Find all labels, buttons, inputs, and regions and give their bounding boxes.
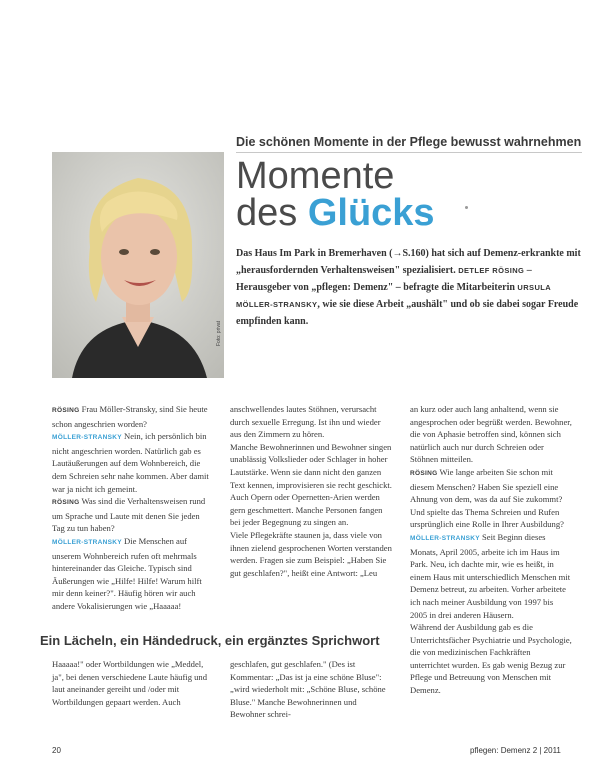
text-column-2-continued bbox=[230, 658, 392, 721]
speaker-label: RÖSING bbox=[52, 499, 80, 507]
question-paragraph bbox=[410, 466, 572, 531]
portrait-photo bbox=[52, 152, 224, 378]
article-kicker: Die schönen Momente in der Pflege bewusst wahrnehmen bbox=[236, 135, 582, 149]
text-column-1 bbox=[52, 403, 214, 613]
photo-credit: Foto: privat bbox=[216, 320, 222, 346]
answer-paragraph bbox=[410, 531, 572, 621]
article-intro bbox=[236, 245, 586, 330]
article-title-line1: Momente bbox=[236, 155, 395, 197]
speaker-label: RÖSING bbox=[410, 469, 438, 477]
answer-paragraph bbox=[52, 430, 214, 495]
body-paragraph: Viele Pflegekräfte staunen ja, dass viele von ihnen zielend gesprochenen Worten verstanden werden. Fragen sie zum Beispiel: „Haben Sie gut geschlafen?", heißt eine Antwort: „Leu bbox=[230, 529, 392, 578]
question-text: Wie lange arbeiten Sie schon mit diesem Menschen? Haben Sie speziell eine Ahnung von dem, was da auf Sie zukommt? Und spielte das Thema Schreien und Rufen ursprünglich eine Rolle in Ihrer Ausbildung? bbox=[410, 466, 564, 530]
speaker-label: RÖSING bbox=[52, 407, 80, 414]
intro-part1: Das Haus Im Park in Bremerhaven (→S.160) hat sich auf Demenz-erkrankte mit „herausfordernden Verhaltensweisen" spezialisiert. bbox=[236, 248, 581, 276]
speaker-label: MÖLLER-STRANSKY bbox=[52, 434, 122, 442]
answer-paragraph bbox=[52, 535, 214, 613]
question-paragraph bbox=[52, 403, 214, 430]
body-paragraph: anschwellendes lautes Stöhnen, verursacht durch sexuelle Erregung. Ist ihn und wieder aus den Zimmern zu hören. bbox=[230, 404, 381, 440]
intro-author-name: DETLEF RÖSING bbox=[458, 266, 525, 275]
title-plain: des bbox=[236, 192, 308, 234]
publication-footer: pflegen: Demenz 2 | 2011 bbox=[470, 746, 561, 755]
answer-text: Die Menschen auf unserem Wohnbereich rufen oft mehrmals hintereinander das Gleiche. Typisch sind Äußerungen wie „Hilfe! Hilfe! Warum hilft mir denn keiner?". Häufig hören wir auch andere Vokalisierungen wie „Haaaaa! bbox=[52, 535, 202, 611]
text-column-2 bbox=[230, 403, 392, 579]
body-paragraph: Während der Ausbildung gab es die Unterrichtsfächer Psychiatrie und Psychologie, die von medizinischen Fachkräften unterrichtet wurden. Es gab wenig Bezug zur Pflege und Betreuung von Menschen mit Demenz. bbox=[410, 622, 572, 696]
intro-interviewee-name: URSULA MÖLLER-STRANSKY bbox=[236, 283, 551, 309]
speaker-label: MÖLLER-STRANSKY bbox=[410, 534, 480, 542]
article-title-line2 bbox=[236, 193, 435, 233]
intro-part3: , wie sie diese Arbeit „aushält" und ob sie dabei sogar Freude empfinden kann. bbox=[236, 299, 579, 327]
text-column-3 bbox=[410, 403, 572, 697]
body-paragraph: geschlafen, gut geschlafen." (Des ist Kommentar: „Das ist ja eine schöne Bluse": „wird wiederholt mit: „Schöne Bluse, schöne Bluse." Manche Bewohnerinnen und Bewohner schrei- bbox=[230, 659, 386, 720]
intro-part2: – Herausgeber von „pflegen: Demenz" – befragte die Mitarbeiterin bbox=[236, 265, 532, 293]
title-accent: Glücks bbox=[307, 192, 435, 234]
answer-text: Seit Beginn dieses Monats, April 2005, arbeite ich im Haus im Park. Neu, ich dachte mir, wie es heißt, in einem Haus mit unterschiedlich Menschen mit Demenz betreut, zu arbeiten. Vorher arbeitete ich nach meiner Ausbildung von 1997 bis 2005 in drei anderen Häusern. bbox=[410, 531, 571, 620]
question-text: Frau Möller-Stransky, sind Sie heute schon angeschrien worden? bbox=[52, 404, 208, 429]
body-paragraph: Manche Bewohnerinnen und Bewohner singen unablässig Volkslieder oder Schlager in hoher Lautstärke. Wenn sie dann nicht den ganzen Text kennen, improvisieren sie recht geschickt. Auch Opern oder Opernetten-Arien werden gern geschmettert. Manche Personen fangen bei jeder Begegnung zu singen an. bbox=[230, 441, 392, 528]
page-number: 20 bbox=[52, 746, 61, 755]
section-subheading: Ein Lächeln, ein Händedruck, ein ergänztes Sprichwort bbox=[40, 633, 380, 648]
text-column-1-continued bbox=[52, 658, 214, 708]
question-text: Was sind die Verhaltensweisen rund um Sprache und Laute mit denen Sie jeden Tag zu tun haben? bbox=[52, 496, 206, 534]
question-paragraph bbox=[52, 495, 214, 535]
header-rule bbox=[236, 152, 582, 153]
body-paragraph: Haaaaa!" oder Wortbildungen wie „Meddel, ja", bei denen verschiedene Laute häufig und laut aneinander gereiht und /oder mit Wortbildungen gepaart werden. Auch bbox=[52, 659, 208, 707]
decorative-dot bbox=[465, 206, 468, 209]
speaker-label: MÖLLER-STRANSKY bbox=[52, 538, 122, 546]
answer-text: Nein, ich persönlich bin nicht angeschrien worden. Natürlich gab es Lautäußerungen auf dem Wohnbereich, die dem Schreien sehr nahe kommen. Aber damit war ja nicht ich gemeint. bbox=[52, 431, 209, 494]
body-paragraph: an kurz oder auch lang anhaltend, wenn sie angesprochen oder begrüßt werden. Bewohner, die von Aphasie betroffen sind, können sich natürlich auch nur durch Schreien oder Stöhnen mitteilen. bbox=[410, 404, 572, 465]
